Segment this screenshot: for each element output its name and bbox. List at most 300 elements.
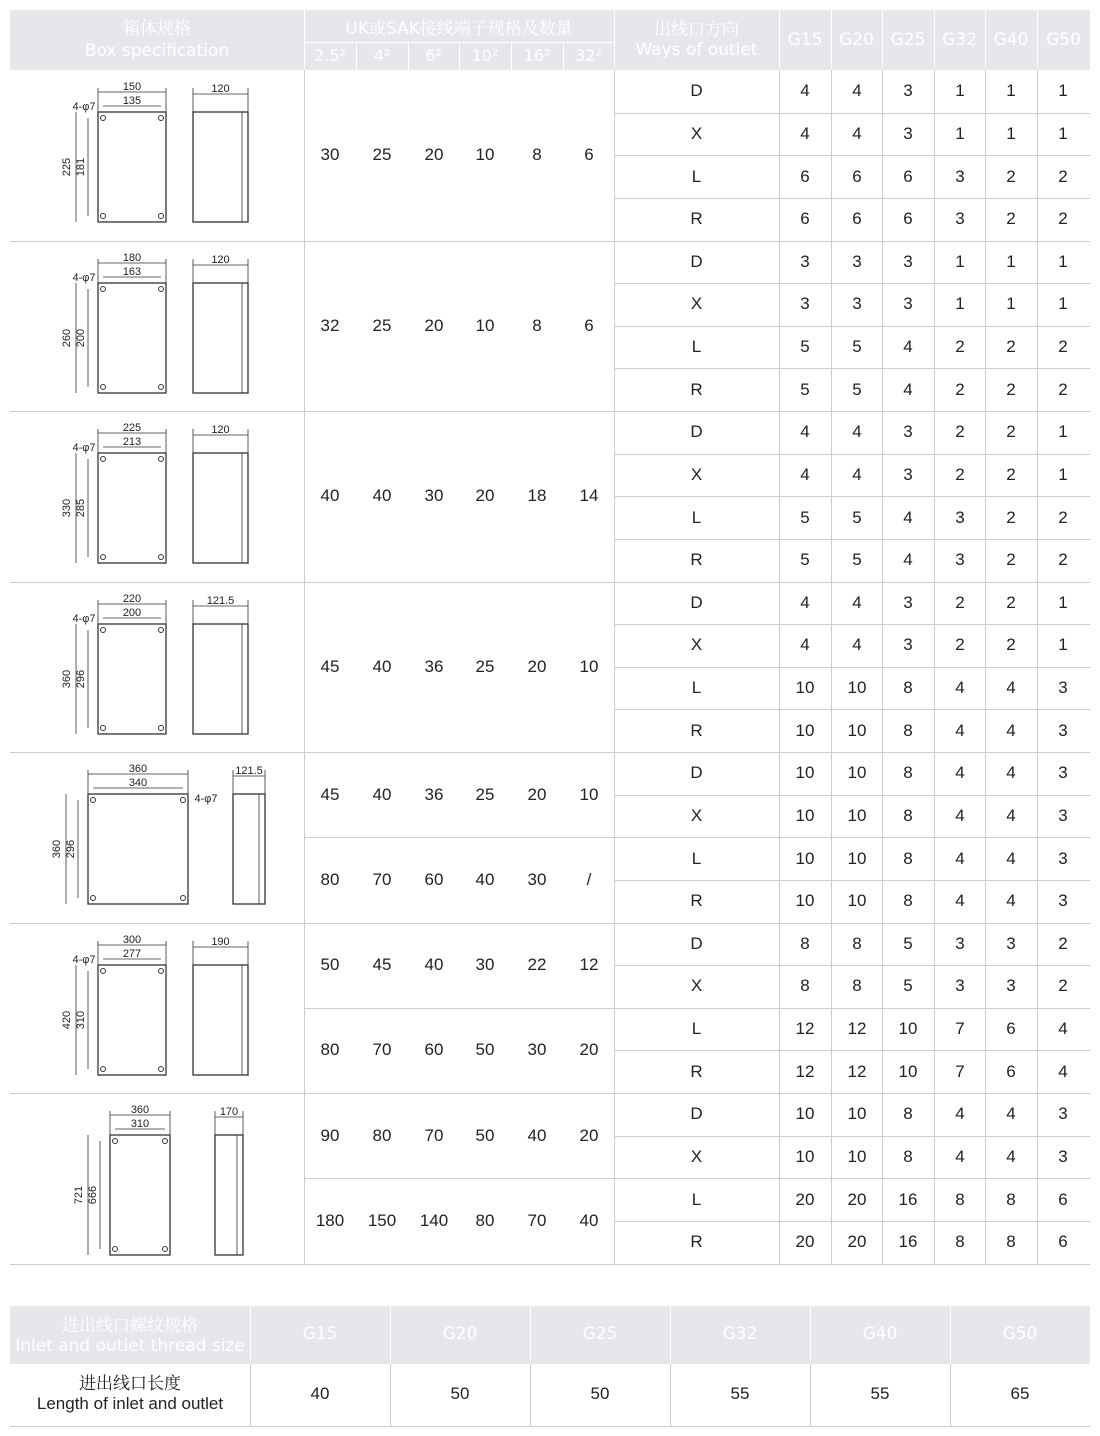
- outlet-count: 4: [800, 422, 810, 442]
- outlet-count: 10: [795, 848, 815, 868]
- terminal-count: 40: [320, 486, 340, 506]
- outlet-count: 2: [955, 379, 965, 399]
- outlet-count: 2: [1006, 635, 1016, 655]
- outlet-count: 2: [1006, 550, 1016, 570]
- outlet-count: 2: [1058, 379, 1068, 399]
- outlet-count: 3: [903, 294, 913, 314]
- terminal-count: 30: [527, 1040, 547, 1060]
- outlet-count: 1: [1058, 123, 1068, 143]
- dim-hole: 4-φ7: [72, 442, 96, 454]
- dim-hole: 4-φ7: [194, 793, 218, 805]
- spec-table-header: [10, 10, 1090, 70]
- terminal-count: 10: [475, 315, 495, 335]
- dim-width: 180: [122, 251, 142, 264]
- outlet-count: 12: [795, 1061, 815, 1081]
- outlet-count: 6: [1058, 1189, 1068, 1209]
- outlet-way: L: [691, 166, 702, 186]
- terminal-count: 50: [320, 955, 340, 975]
- thread-col-g20: G20: [839, 30, 874, 50]
- dim-width: 220: [122, 592, 142, 605]
- outlet-count: 5: [800, 507, 810, 527]
- outlet-count: 2: [1058, 933, 1068, 953]
- thread-length-g40: 55: [870, 1384, 890, 1403]
- outlet-count: 3: [903, 123, 913, 143]
- terminal-count: 25: [372, 315, 392, 335]
- outlet-way: R: [690, 1232, 703, 1252]
- outlet-count: 1: [1058, 422, 1068, 442]
- terminal-count: 40: [579, 1210, 599, 1230]
- outlet-count: 4: [903, 379, 913, 399]
- outlet-count: 6: [800, 209, 810, 229]
- outlet-count: 3: [1058, 1146, 1068, 1166]
- outlet-way: X: [690, 123, 703, 143]
- outlet-count: 3: [955, 550, 965, 570]
- dim-height: 420: [61, 1010, 73, 1029]
- outlet-count: 10: [795, 720, 815, 740]
- outlet-way: L: [691, 337, 702, 357]
- dim-hole: 4-φ7: [72, 612, 96, 625]
- terminal-count: 20: [579, 1040, 599, 1060]
- box-drawing: [10, 411, 304, 581]
- outlet-way: R: [690, 1061, 703, 1081]
- outlet-count: 12: [795, 1019, 815, 1039]
- outlet-count: 4: [1006, 891, 1016, 911]
- terminal-count: 150: [367, 1210, 397, 1230]
- thread-size-g20: G20: [442, 1324, 478, 1344]
- thread-col-g25: G25: [890, 30, 926, 50]
- outlet-count: 4: [955, 678, 965, 698]
- dim-inner-height: 310: [75, 1010, 87, 1029]
- outlet-count: 10: [795, 1146, 815, 1166]
- terminal-count: 45: [320, 656, 340, 676]
- outlet-count: 1: [1058, 251, 1068, 271]
- outlet-count: 1: [955, 294, 965, 314]
- outlet-header: [614, 20, 779, 60]
- outlet-count: 4: [852, 464, 862, 484]
- outlet-count: 4: [1006, 1146, 1016, 1166]
- outlet-count: 3: [903, 422, 913, 442]
- terminal-count: 36: [424, 784, 444, 804]
- outlet-count: 2: [1006, 507, 1016, 527]
- terminal-count: 60: [424, 1040, 444, 1060]
- outlet-count: 12: [847, 1019, 867, 1039]
- outlet-count: 2: [955, 592, 965, 612]
- outlet-way: X: [690, 1146, 703, 1166]
- outlet-count: 2: [1006, 592, 1016, 612]
- dim-depth: 170: [219, 1106, 239, 1118]
- dim-depth: 120: [211, 83, 230, 95]
- outlet-way: X: [690, 464, 703, 484]
- outlet-count: 7: [955, 1061, 965, 1081]
- outlet-count: 16: [898, 1189, 918, 1209]
- outlet-count: 3: [1058, 1104, 1068, 1124]
- outlet-count: 8: [852, 933, 862, 953]
- thread-size-g15: G15: [302, 1324, 338, 1344]
- outlet-count: 4: [955, 1146, 965, 1166]
- outlet-way: L: [691, 678, 702, 698]
- outlet-count: 4: [800, 592, 810, 612]
- dim-width: 360: [130, 1104, 150, 1116]
- outlet-count: 1: [1058, 464, 1068, 484]
- outlet-way: X: [690, 635, 703, 655]
- outlet-count: 3: [903, 635, 913, 655]
- outlet-way: X: [690, 805, 703, 825]
- outlet-count: 6: [852, 209, 862, 229]
- outlet-count: 2: [955, 422, 965, 442]
- dim-depth: 190: [211, 935, 230, 948]
- outlet-count: 3: [955, 933, 965, 953]
- outlet-count: 2: [1006, 379, 1016, 399]
- outlet-count: 6: [903, 209, 913, 229]
- outlet-count: 3: [1058, 720, 1068, 740]
- outlet-count: 3: [852, 251, 862, 271]
- box-drawing: [10, 241, 304, 411]
- dim-inner-width: 310: [130, 1118, 150, 1130]
- terminal-count: 25: [372, 145, 392, 165]
- terminal-count: 6: [584, 145, 594, 165]
- dim-height: 360: [51, 839, 63, 859]
- dim-hole: 4-φ7: [72, 953, 96, 966]
- outlet-count: 4: [955, 1104, 965, 1124]
- outlet-way: R: [690, 209, 703, 229]
- outlet-count: 8: [955, 1189, 965, 1209]
- outlet-count: 5: [852, 379, 862, 399]
- outlet-count: 12: [847, 1061, 867, 1081]
- terminal-count: 40: [475, 869, 495, 889]
- dim-width: 225: [122, 422, 142, 434]
- outlet-count: 3: [1058, 891, 1068, 911]
- thread-size-g50: G50: [1002, 1324, 1038, 1344]
- terminal-count: 20: [579, 1125, 599, 1145]
- outlet-count: 1: [1006, 123, 1016, 143]
- dim-width: 300: [122, 933, 142, 946]
- terminal-count: 10: [579, 656, 599, 676]
- outlet-count: 8: [903, 848, 913, 868]
- dim-inner-height: 181: [75, 157, 87, 177]
- terminal-count: 10: [475, 145, 495, 165]
- outlet-count: 20: [795, 1232, 815, 1252]
- terminal-count: 40: [527, 1125, 547, 1145]
- terminal-count: 70: [372, 869, 392, 889]
- outlet-count: 5: [800, 550, 810, 570]
- terminal-count: 180: [315, 1210, 345, 1230]
- outlet-count: 3: [1058, 848, 1068, 868]
- outlet-count: 2: [1058, 550, 1068, 570]
- outlet-count: 1: [1006, 251, 1016, 271]
- outlet-count: 10: [795, 805, 815, 825]
- outlet-count: 10: [847, 678, 867, 698]
- outlet-count: 5: [903, 933, 913, 953]
- outlet-count: 4: [1058, 1061, 1068, 1081]
- outlet-count: 4: [903, 337, 913, 357]
- dim-height: 330: [61, 498, 73, 518]
- outlet-count: 2: [1058, 166, 1068, 186]
- thread-length-g15: 40: [310, 1384, 330, 1403]
- thread-col-g50: G50: [1046, 30, 1081, 50]
- outlet-count: 5: [852, 337, 862, 357]
- dim-inner-width: 163: [122, 265, 142, 278]
- outlet-count: 4: [852, 592, 862, 612]
- terminal-count: 20: [527, 784, 547, 804]
- outlet-count: 10: [898, 1019, 918, 1039]
- outlet-count: 4: [800, 123, 810, 143]
- terminal-count: 90: [320, 1125, 340, 1145]
- box-spec-header-en: Box specification: [84, 41, 230, 61]
- outlet-count: 10: [847, 848, 867, 868]
- outlet-count: 8: [903, 678, 913, 698]
- outlet-way: L: [691, 1189, 702, 1209]
- outlet-way: R: [690, 720, 703, 740]
- outlet-count: 6: [1006, 1061, 1016, 1081]
- outlet-count: 3: [1058, 805, 1068, 825]
- thread-length-g50: 65: [1010, 1384, 1030, 1403]
- outlet-way: D: [690, 763, 703, 783]
- dim-height: 225: [61, 157, 73, 177]
- terminal-count: 30: [527, 869, 547, 889]
- terminal-count: 70: [527, 1210, 547, 1230]
- outlet-count: 1: [1006, 81, 1016, 101]
- terminal-count: 60: [424, 869, 444, 889]
- thread-col-g32: G32: [942, 30, 977, 50]
- outlet-way: R: [690, 379, 703, 399]
- thread-col-g40: G40: [993, 30, 1029, 50]
- outlet-count: 4: [852, 635, 862, 655]
- terminal-count: 20: [527, 656, 547, 676]
- terminal-size-3: 10²: [471, 46, 499, 65]
- thread-row-label: [10, 1374, 250, 1414]
- outlet-count: 2: [1058, 337, 1068, 357]
- outlet-count: 8: [800, 933, 810, 953]
- outlet-count: 3: [800, 251, 810, 271]
- outlet-count: 20: [795, 1189, 815, 1209]
- box-drawing: [10, 752, 304, 922]
- outlet-count: 2: [1058, 507, 1068, 527]
- terminal-count: 32: [320, 315, 340, 335]
- terminal-header: UK或SAK接线端子规格及数量: [345, 19, 573, 39]
- box-drawing: [10, 582, 304, 752]
- dim-inner-height: 200: [75, 328, 87, 347]
- terminal-size-2: 6²: [425, 46, 442, 65]
- outlet-count: 5: [852, 550, 862, 570]
- outlet-count: 2: [1006, 337, 1016, 357]
- terminal-count: 70: [372, 1040, 392, 1060]
- outlet-count: 5: [800, 337, 810, 357]
- outlet-count: 3: [955, 507, 965, 527]
- outlet-count: 10: [847, 1104, 867, 1124]
- thread-table-row: [10, 1364, 1090, 1426]
- outlet-count: 4: [955, 848, 965, 868]
- terminal-count: 80: [372, 1125, 392, 1145]
- outlet-count: 2: [1058, 976, 1068, 996]
- outlet-count: 8: [800, 976, 810, 996]
- outlet-count: 4: [1058, 1019, 1068, 1039]
- outlet-count: 10: [847, 763, 867, 783]
- outlet-count: 4: [800, 81, 810, 101]
- dim-inner-width: 340: [128, 777, 148, 789]
- outlet-count: 10: [847, 1146, 867, 1166]
- outlet-count: 20: [847, 1232, 867, 1252]
- dim-hole: 4-φ7: [72, 101, 96, 113]
- outlet-count: 2: [1006, 422, 1016, 442]
- outlet-count: 10: [795, 678, 815, 698]
- outlet-count: 8: [852, 976, 862, 996]
- terminal-count: 40: [372, 784, 392, 804]
- box-spec-header-cn: 箱体规格: [123, 19, 191, 39]
- terminal-count: 40: [424, 955, 444, 975]
- thread-header-cn: 进出线口螺纹规格: [62, 1316, 198, 1336]
- outlet-count: 1: [955, 123, 965, 143]
- dim-inner-height: 296: [65, 839, 77, 859]
- outlet-way: L: [691, 507, 702, 527]
- thread-header-en: Inlet and outlet thread size: [15, 1336, 245, 1356]
- outlet-count: 5: [852, 507, 862, 527]
- outlet-way: X: [690, 976, 703, 996]
- outlet-count: 4: [903, 507, 913, 527]
- outlet-count: 6: [903, 166, 913, 186]
- outlet-count: 3: [903, 592, 913, 612]
- outlet-count: 1: [1058, 81, 1068, 101]
- outlet-count: 3: [903, 251, 913, 271]
- outlet-count: 8: [903, 1146, 913, 1166]
- dim-depth: 120: [211, 253, 230, 266]
- terminal-count: 20: [475, 486, 495, 506]
- outlet-count: 2: [1058, 209, 1068, 229]
- thread-size-g25: G25: [582, 1324, 618, 1344]
- dim-height: 721: [73, 1185, 85, 1205]
- outlet-count: 8: [1006, 1232, 1016, 1252]
- terminal-count: 30: [475, 955, 495, 975]
- terminal-count: 36: [424, 656, 444, 676]
- outlet-count: 6: [1058, 1232, 1068, 1252]
- outlet-count: 4: [955, 763, 965, 783]
- thread-size-g32: G32: [722, 1324, 758, 1344]
- terminal-size-4: 16²: [523, 46, 551, 65]
- outlet-count: 4: [955, 805, 965, 825]
- terminal-count: 40: [372, 656, 392, 676]
- outlet-way: L: [691, 848, 702, 868]
- outlet-count: 3: [1058, 678, 1068, 698]
- outlet-count: 3: [852, 294, 862, 314]
- terminal-size-5: 32²: [575, 46, 602, 65]
- terminal-count: 40: [372, 486, 392, 506]
- box-drawing: [10, 923, 304, 1093]
- outlet-count: 20: [847, 1189, 867, 1209]
- outlet-count: 10: [795, 1104, 815, 1124]
- thread-table-header: [10, 1306, 1090, 1364]
- outlet-way: D: [690, 81, 703, 101]
- dim-height: 260: [61, 328, 73, 347]
- box-spec-header: [10, 18, 304, 62]
- outlet-count: 4: [1006, 1104, 1016, 1124]
- outlet-count: 4: [1006, 678, 1016, 698]
- dim-inner-height: 666: [87, 1185, 99, 1205]
- terminal-size-0: 2.5²: [314, 46, 346, 65]
- thread-size-g40: G40: [862, 1324, 898, 1344]
- outlet-count: 6: [852, 166, 862, 186]
- outlet-way: D: [690, 422, 703, 442]
- thread-length-g20: 50: [450, 1384, 470, 1403]
- outlet-count: 1: [1058, 294, 1068, 314]
- terminal-count: 18: [527, 486, 547, 506]
- terminal-count: 22: [527, 955, 547, 975]
- dim-depth: 121.5: [235, 765, 263, 777]
- terminal-count: 6: [584, 315, 594, 335]
- terminal-count: 8: [532, 315, 542, 335]
- dim-depth: 121.5: [206, 594, 235, 607]
- outlet-count: 4: [903, 550, 913, 570]
- outlet-count: 5: [903, 976, 913, 996]
- outlet-count: 6: [1006, 1019, 1016, 1039]
- box-drawing: [10, 1093, 304, 1263]
- outlet-count: 8: [903, 1104, 913, 1124]
- terminal-count: 30: [320, 145, 340, 165]
- terminal-count: 80: [320, 1040, 340, 1060]
- outlet-count: 2: [1006, 464, 1016, 484]
- outlet-count: 10: [795, 891, 815, 911]
- outlet-count: 1: [1058, 592, 1068, 612]
- outlet-count: 4: [852, 422, 862, 442]
- terminal-count: 12: [579, 955, 599, 975]
- thread-length-g32: 55: [730, 1384, 750, 1403]
- box-drawing: [10, 70, 304, 240]
- outlet-way: X: [690, 294, 703, 314]
- outlet-count: 6: [800, 166, 810, 186]
- terminal-count: 70: [424, 1125, 444, 1145]
- outlet-count: 3: [903, 81, 913, 101]
- dim-height: 360: [61, 669, 73, 688]
- outlet-count: 1: [955, 81, 965, 101]
- outlet-header-en: Ways of outlet: [635, 40, 758, 60]
- thread-table-header-label: [10, 1316, 250, 1356]
- outlet-way: R: [690, 891, 703, 911]
- outlet-count: 10: [795, 763, 815, 783]
- outlet-count: 3: [1006, 933, 1016, 953]
- outlet-way: D: [690, 933, 703, 953]
- outlet-way: D: [690, 1104, 703, 1124]
- terminal-count: /: [586, 869, 592, 889]
- outlet-count: 4: [1006, 763, 1016, 783]
- outlet-count: 3: [1058, 763, 1068, 783]
- dim-inner-width: 213: [122, 436, 142, 448]
- outlet-way: D: [690, 592, 703, 612]
- outlet-count: 10: [898, 1061, 918, 1081]
- outlet-way: D: [690, 251, 703, 271]
- terminal-count: 20: [424, 315, 444, 335]
- outlet-count: 10: [847, 720, 867, 740]
- dim-width: 360: [128, 763, 148, 775]
- outlet-count: 8: [903, 763, 913, 783]
- terminal-count: 10: [579, 784, 599, 804]
- terminal-count: 14: [579, 486, 599, 506]
- terminal-size-1: 4²: [373, 46, 391, 65]
- terminal-count: 30: [424, 486, 444, 506]
- outlet-count: 2: [955, 337, 965, 357]
- terminal-count: 25: [475, 784, 495, 804]
- outlet-count: 7: [955, 1019, 965, 1039]
- outlet-count: 4: [1006, 848, 1016, 868]
- dim-depth: 120: [211, 424, 230, 436]
- thread-col-g15: G15: [787, 30, 823, 50]
- dim-width: 150: [122, 81, 142, 93]
- dim-inner-height: 285: [75, 498, 87, 518]
- outlet-count: 4: [955, 891, 965, 911]
- outlet-count: 8: [903, 891, 913, 911]
- outlet-count: 3: [955, 166, 965, 186]
- outlet-count: 4: [852, 123, 862, 143]
- outlet-count: 1: [1058, 635, 1068, 655]
- outlet-count: 10: [847, 805, 867, 825]
- outlet-count: 1: [1006, 294, 1016, 314]
